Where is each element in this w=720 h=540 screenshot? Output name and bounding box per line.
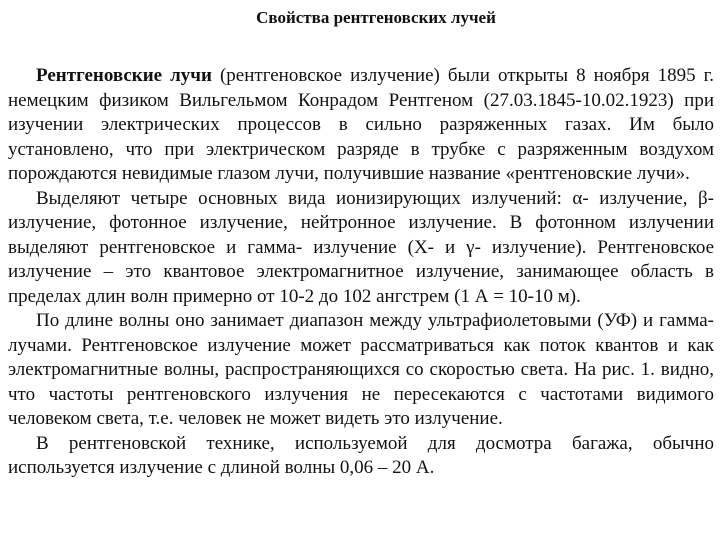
term-xrays: Рентгеновские лучи — [36, 65, 212, 86]
document-title: Свойства рентгеновских лучей — [256, 8, 496, 27]
paragraph-wavelength: По длине волны оно занимает диапазон между ультрафиолетовыми (УФ) и гамма- лучами. Рентгеновское излучение может рассматриваться как поток квантов и как электромагнитные волны, распространяющихся со скоростью света. На рис. 1. видно, что частоты рентгеновского излучения не пересекаются с частотами видимого человеком света, т.е. человек не может видеть это излучение. — [8, 310, 714, 429]
paragraph-discovery — [8, 64, 714, 187]
paragraph-baggage: В рентгеновской технике, используемой для досмотра багажа, обычно используется излучение с длиной волны 0,06 – 20 А. — [8, 432, 714, 478]
paragraph-radiation-types: Выделяют четыре основных вида ионизирующих излучений: α- излучение, β-излучение, фотонное излучение, нейтронное излучение. В фотонном излучении выделяют рентгеновское и гамма- излучение (Х- и γ- излучение). Рентгеновское излучение – это квантовое электромагнитное излучение, занимающее область в пределах длин волн примерно от 10-2 до 102 ангстрем (1 А = 10-10 м). — [8, 187, 714, 307]
paragraph-discovery-text: (рентгеновское излучение) были открыты 8 ноября 1895 г. немецким физиком Вильгельмом Конрадом Рентгеном (27.03.1845-10.02.1923) при изучении электрических процессов в сильно разряженных газах. Им было установлено, что при электрическом разряде в трубке с разряженным воздухом порождаются невидимые глазом лучи, получившие название «рентгеновские лучи». — [8, 65, 714, 184]
document-body — [8, 64, 714, 481]
